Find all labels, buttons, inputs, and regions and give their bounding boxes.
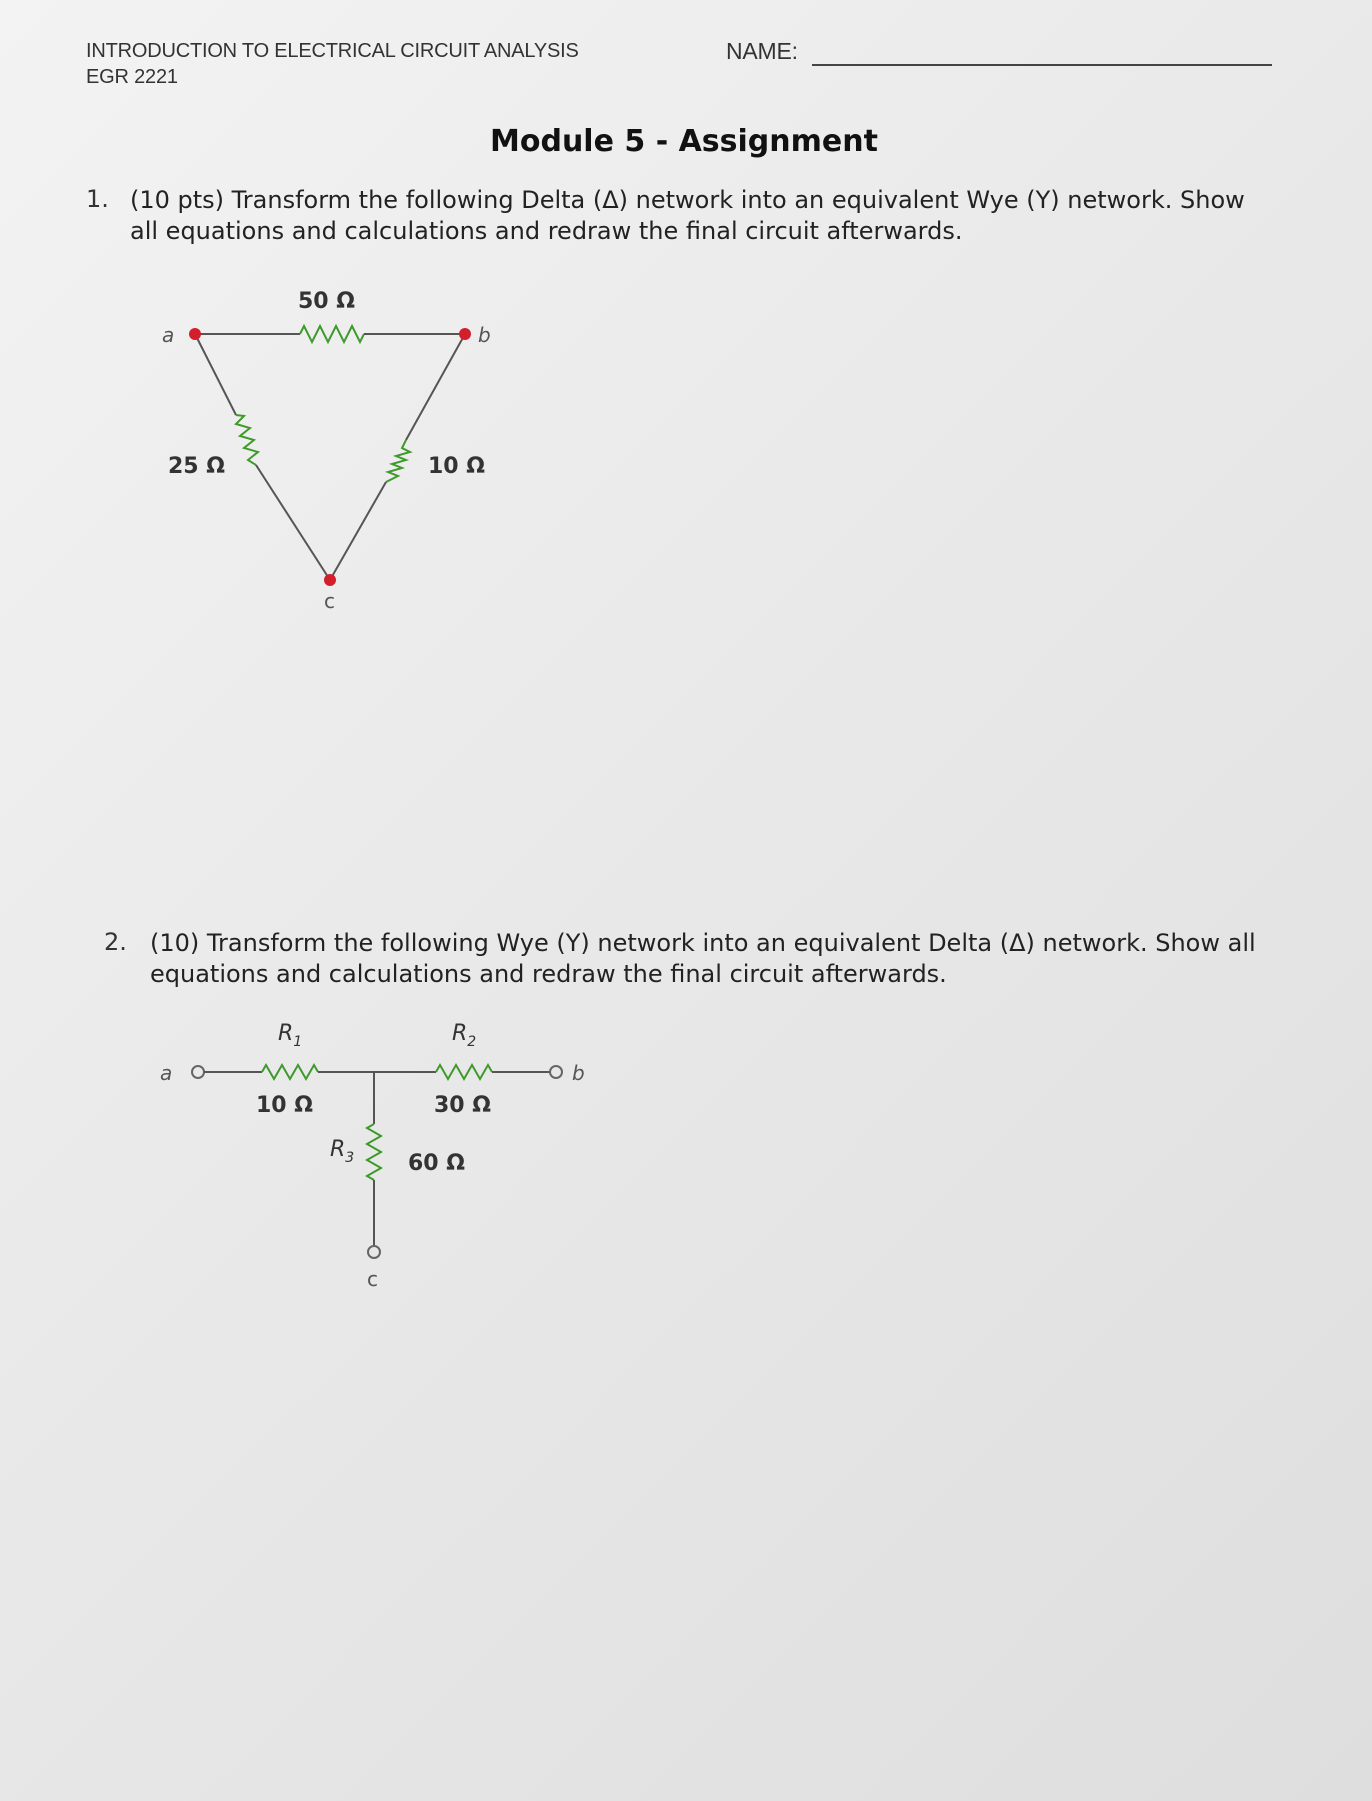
question-1-number: 1. xyxy=(86,185,109,213)
wye-r1-value: 10 Ω xyxy=(256,1093,313,1118)
question-2-text-line1: (10) Transform the following Wye (Y) network into an equivalent Delta (Δ) network. Show all xyxy=(150,929,1256,957)
delta-resistor-right xyxy=(386,440,410,482)
delta-resistor-top xyxy=(300,326,364,342)
delta-node-b-label: b xyxy=(478,323,491,347)
delta-resistor-left-value: 25 Ω xyxy=(168,454,225,479)
course-code: EGR 2221 xyxy=(86,66,178,88)
name-field-line[interactable] xyxy=(812,64,1272,66)
page-title: Module 5 - Assignment xyxy=(490,124,878,159)
wye-resistor-r3 xyxy=(367,1124,381,1180)
course-title: INTRODUCTION TO ELECTRICAL CIRCUIT ANALYSIS xyxy=(86,40,579,62)
question-1-text-line1: (10 pts) Transform the following Delta (Δ) network into an equivalent Wye (Y) network. Show xyxy=(130,186,1245,214)
delta-node-b-dot xyxy=(459,328,471,340)
wye-r2-label: $R_2$ xyxy=(452,1021,477,1050)
delta-circuit-diagram xyxy=(140,270,500,630)
wye-node-a-label: a xyxy=(160,1061,173,1085)
wye-node-c-terminal xyxy=(368,1246,380,1258)
wye-r1-label: $R_1$ xyxy=(278,1021,303,1050)
question-2-number: 2. xyxy=(104,928,127,956)
delta-node-c-label: c xyxy=(324,589,335,613)
wye-node-b-label: b xyxy=(572,1061,585,1085)
wye-resistor-r2 xyxy=(436,1065,492,1079)
delta-node-a-label: a xyxy=(162,323,175,347)
wye-resistor-r1 xyxy=(262,1065,318,1079)
wye-r3-value: 60 Ω xyxy=(408,1151,465,1176)
delta-wire-right-lower xyxy=(330,482,386,580)
delta-wire-left-upper xyxy=(195,334,236,415)
wye-r3-label: $R_3$ xyxy=(330,1137,355,1166)
name-label: NAME: xyxy=(726,38,798,64)
wye-node-c-label: c xyxy=(367,1267,378,1291)
delta-resistor-top-value: 50 Ω xyxy=(298,289,355,314)
question-2-text-line2: equations and calculations and redraw the final circuit afterwards. xyxy=(150,960,947,988)
delta-resistor-right-value: 10 Ω xyxy=(428,454,485,479)
delta-wire-right-upper xyxy=(406,334,465,440)
wye-node-b-terminal xyxy=(550,1066,562,1078)
delta-node-c-dot xyxy=(324,574,336,586)
wye-circuit-diagram xyxy=(140,1010,620,1310)
delta-resistor-left xyxy=(236,415,258,465)
wye-node-a-terminal xyxy=(192,1066,204,1078)
delta-wire-left-lower xyxy=(256,465,330,580)
wye-r2-value: 30 Ω xyxy=(434,1093,491,1118)
question-1-text-line2: all equations and calculations and redraw the final circuit afterwards. xyxy=(130,217,963,245)
delta-node-a-dot xyxy=(189,328,201,340)
